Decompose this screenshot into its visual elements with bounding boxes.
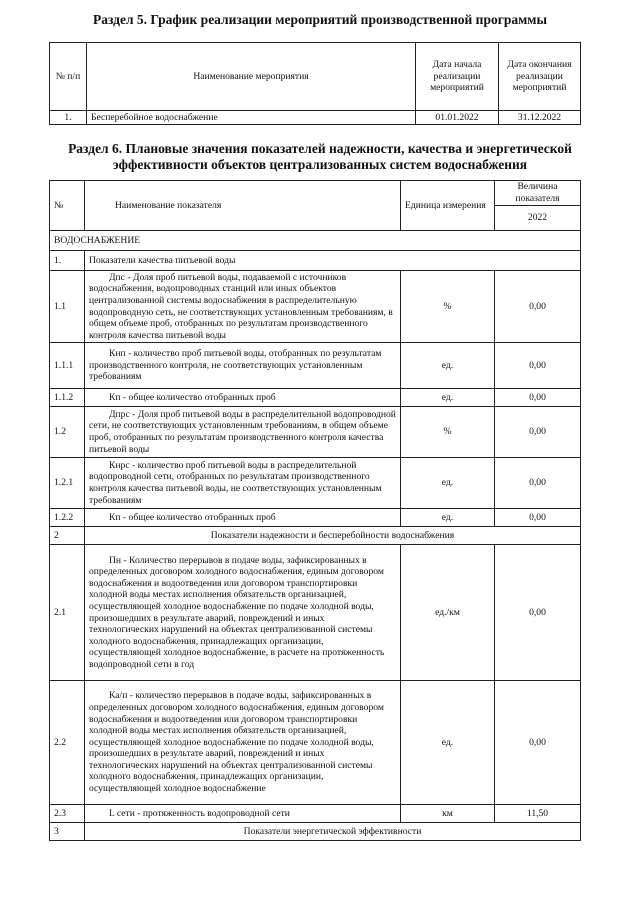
row-indicator-text: L сети - протяженность водопроводной сети	[85, 805, 401, 823]
row-value: 0,00	[495, 389, 581, 407]
group-label: Показатели энергетической эффективности	[85, 823, 581, 841]
row-num: 1.1	[50, 271, 85, 343]
row-indicator-text: Дпрс - Доля проб питьевой воды в распределительной водопроводной сети, не соответствующих установленным требованиям, в общем объеме проб, отобранных по результатам производственного контроля качества питьевой воды	[85, 407, 401, 458]
table-header-row	[50, 43, 581, 111]
row-value: 0,00	[495, 545, 581, 681]
row-value: 11,50	[495, 805, 581, 823]
table-row	[50, 545, 581, 681]
group-label: Показатели надежности и бесперебойности водоснабжения	[85, 527, 581, 545]
row-indicator-text: Кп - общее количество отобранных проб	[85, 509, 401, 527]
header-year: 2022	[495, 206, 581, 231]
header-end-date: Дата окончания реализации мероприятий	[499, 43, 581, 111]
row-num: 1.	[50, 111, 87, 125]
table-header-row	[50, 181, 581, 206]
row-value: 0,00	[495, 343, 581, 389]
row-indicator-text: Кнрс - количество проб питьевой воды в распределительной водопроводной сети, отобранных по результатам производственного контроля качества питьевой воды, не соответствующих установленным требованиям	[85, 458, 401, 509]
row-value: 0,00	[495, 407, 581, 458]
table-row	[50, 343, 581, 389]
group-num: 2	[50, 527, 85, 545]
table-row	[50, 389, 581, 407]
row-unit: ед.	[401, 389, 495, 407]
row-num: 2.3	[50, 805, 85, 823]
table-row	[50, 407, 581, 458]
row-indicator-text: Кп - общее количество отобранных проб	[85, 389, 401, 407]
section-label: ВОДОСНАБЖЕНИЕ	[50, 231, 581, 251]
row-value: 0,00	[495, 509, 581, 527]
row-value: 0,00	[495, 458, 581, 509]
section6-title-line2: эффективности объектов централизованных систем водоснабжения	[112, 157, 528, 172]
group-row	[50, 823, 581, 841]
row-indicator-text: Дпс - Доля проб питьевой воды, подаваемой с источников водоснабжения, водопроводных станций или иных объектов централизованной системы водоснабжения в распределительную водопроводную сеть, не соответствующих установленным требованиям, в общем объеме проб, отобранных по результатам производственного контроля качества питьевой воды	[85, 271, 401, 343]
section-row	[50, 231, 581, 251]
row-num: 1.2	[50, 407, 85, 458]
row-indicator-text: Ка/п - количество перерывов в подаче воды, зафиксированных в определенных договором холодного водоснабжения, единым договором водоснабжения и водоотведения или договором транспортировки холодной воды местах исполнения обязательств организацией, осуществляющей холодное водоснабжение по подаче холодной воды, произошедших в результате аварий, повреждений и иных технологических нарушений на объектах централизованной системы холодного водоснабжения, принадлежащих организации, осуществляющей холодное водоснабжение	[85, 681, 401, 805]
row-unit: ед./км	[401, 545, 495, 681]
group-num: 3	[50, 823, 85, 841]
row-unit: ед.	[401, 343, 495, 389]
row-value: 0,00	[495, 681, 581, 805]
row-indicator-text: Пн - Количество перерывов в подаче воды, зафиксированных в определенных договором холодного водоснабжения, единым договором водоснабжения и водоотведения или договором транспортировки холодной воды местах исполнения обязательств организацией, осуществляющей холодное водоснабжение по подаче холодной воды, произошедших в результате аварий, повреждений и иных технологических нарушений на объектах централизованной системы холодного водоснабжения, принадлежащих организации, осуществляющей холодное водоснабжение, в расчете на протяженность водопроводной сети в год	[85, 545, 401, 681]
row-num: 1.2.1	[50, 458, 85, 509]
row-unit: ед.	[401, 681, 495, 805]
row-indicator-text: Кнп - количество проб питьевой воды, отобранных по результатам производственного контроля, не соответствующих установленным требованиям	[85, 343, 401, 389]
row-num: 1.2.2	[50, 509, 85, 527]
section6-title-line1: Раздел 6. Плановые значения показателей надежности, качества и энергетической	[68, 141, 572, 156]
header-num: № п/п	[50, 43, 87, 111]
row-end-date: 31.12.2022	[499, 111, 581, 125]
header-indicator-name: Наименование показателя	[85, 181, 401, 231]
row-unit: ед.	[401, 458, 495, 509]
events-schedule-table	[49, 42, 581, 125]
header-value: Величина показателя	[495, 181, 581, 206]
header-unit: Единица измерения	[401, 181, 495, 231]
table-row	[50, 805, 581, 823]
row-value: 0,00	[495, 271, 581, 343]
row-num: 2.2	[50, 681, 85, 805]
group-row	[50, 527, 581, 545]
row-num: 1.1.2	[50, 389, 85, 407]
row-num: 2.1	[50, 545, 85, 681]
header-event-name: Наименование мероприятия	[87, 43, 416, 111]
section6-title	[0, 141, 640, 173]
group-label: Показатели качества питьевой воды	[85, 251, 581, 271]
table-row	[50, 111, 581, 125]
row-num: 1.1.1	[50, 343, 85, 389]
indicators-table	[49, 180, 581, 841]
group-row	[50, 251, 581, 271]
table-row	[50, 509, 581, 527]
row-unit: км	[401, 805, 495, 823]
header-start-date: Дата начала реализации мероприятий	[416, 43, 499, 111]
header-num: №	[50, 181, 85, 231]
section5-title: Раздел 5. График реализации мероприятий производственной программы	[92, 12, 548, 27]
row-start-date: 01.01.2022	[416, 111, 499, 125]
row-event-name: Бесперебойное водоснабжение	[87, 111, 416, 125]
row-unit: %	[401, 271, 495, 343]
row-unit: ед.	[401, 509, 495, 527]
table-row	[50, 271, 581, 343]
table-row	[50, 681, 581, 805]
table-row	[50, 458, 581, 509]
row-unit: %	[401, 407, 495, 458]
group-num: 1.	[50, 251, 85, 271]
